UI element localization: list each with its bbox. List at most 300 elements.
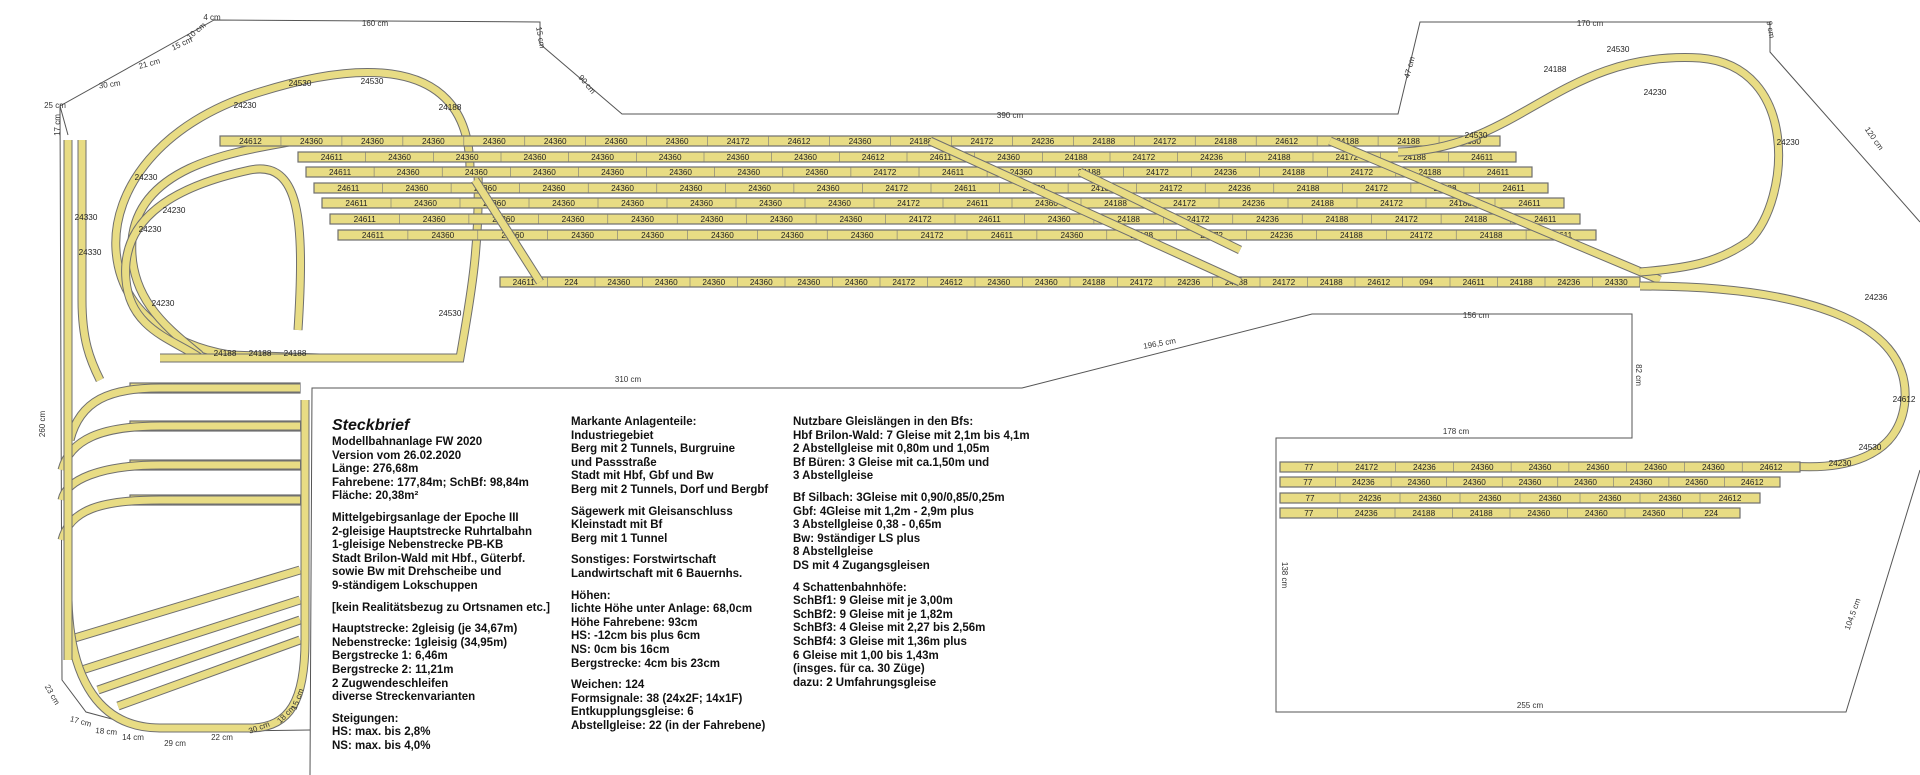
dimension-label: 310 cm bbox=[614, 375, 642, 384]
track-piece-label: 24330 bbox=[74, 213, 98, 222]
track-piece-label: 24360 bbox=[1418, 494, 1442, 503]
gleislaengen-line: Bw: 9ständiger LS plus bbox=[793, 532, 921, 545]
steckbrief-line: Länge: 276,68m bbox=[332, 463, 419, 476]
track-piece-label: 24360 bbox=[492, 215, 516, 224]
track-piece-label: 24612 bbox=[1892, 395, 1916, 404]
track-piece-label: 24236 bbox=[1242, 199, 1265, 208]
track-piece-label: 24360 bbox=[1586, 463, 1610, 472]
anlagenteile-line: und Passstraße bbox=[571, 456, 657, 469]
track-piece-label: 24188 bbox=[1130, 231, 1154, 240]
track-piece-label: 24230 bbox=[1828, 459, 1852, 468]
dimension-label: 120 cm bbox=[1862, 125, 1886, 152]
gleislaengen-line: 6 Gleise mit 1,00 bis 1,43m bbox=[793, 649, 939, 662]
track-piece-label: 24360 bbox=[542, 184, 566, 193]
anlagenteile-line: Berg mit 2 Tunnels, Dorf und Bergbf bbox=[571, 483, 769, 496]
station-track-row bbox=[330, 214, 1580, 224]
track-piece-label: 24172 bbox=[182, 461, 206, 470]
track-piece-label: 24188 bbox=[909, 137, 933, 146]
track-piece-label: 24360 bbox=[839, 215, 863, 224]
track-piece-label: 24230 bbox=[267, 422, 291, 431]
track-piece-label: 24236 bbox=[224, 422, 248, 431]
steckbrief-line: Version vom 26.02.2020 bbox=[332, 449, 462, 462]
track-piece-label: 24230 bbox=[1643, 88, 1667, 97]
track-piece-label: 24188 bbox=[213, 349, 237, 358]
track-piece-label: 24612 bbox=[1759, 463, 1783, 472]
track-piece-label: 24360 bbox=[532, 168, 556, 177]
track-piece-label: 24172 bbox=[1129, 278, 1153, 287]
track-piece-label: 24360 bbox=[679, 184, 703, 193]
track-piece-label: 24612 bbox=[1740, 478, 1764, 487]
track-piece-label: 24330 bbox=[1604, 278, 1628, 287]
steckbrief-note: [kein Realitätsbezug zu Ortsnamen etc.] bbox=[332, 601, 550, 614]
gleislaengen-line: SchBf4: 3 Gleise mit 1,36m plus bbox=[793, 635, 967, 648]
gleislaengen-line: Hbf Brilon-Wald: 7 Gleise mit 2,1m bis 4,1m bbox=[793, 429, 1030, 442]
steckbrief-line: Steigungen: bbox=[332, 712, 399, 725]
track-piece-label: 24360 bbox=[759, 199, 782, 208]
anlagenteile-line: Industriegebiet bbox=[571, 429, 654, 442]
track-piece-label: 24360 bbox=[552, 199, 575, 208]
track-piece-label: 24236 bbox=[1354, 509, 1378, 518]
track-piece-label: 24360 bbox=[1035, 199, 1058, 208]
track-piece-label: 24611 bbox=[1486, 168, 1510, 177]
anlagenteile-line: Kleinstadt mit Bf bbox=[571, 519, 663, 532]
dimension-label: 30 cm bbox=[98, 78, 122, 91]
track-piece-label: 77 bbox=[1304, 509, 1314, 518]
anlagenteile-line: Stadt mit Hbf, Gbf und Bw bbox=[571, 470, 714, 483]
track-piece-label: 24172 bbox=[1159, 184, 1183, 193]
track-piece-label: 24360 bbox=[482, 137, 506, 146]
track-piece-label: 24360 bbox=[1584, 509, 1608, 518]
track-piece-label: 24188 bbox=[1267, 153, 1291, 162]
track-piece-label: 24188 bbox=[1479, 231, 1503, 240]
track-piece-label: 24236 bbox=[1031, 137, 1055, 146]
track-piece-label: 24360 bbox=[1629, 478, 1653, 487]
dimension-label: 255 cm bbox=[1516, 701, 1544, 710]
anlagenteile-line: NS: 0cm bis 16cm bbox=[571, 643, 670, 656]
track-piece-label: 24360 bbox=[1527, 509, 1551, 518]
gleislaengen-line: Bf Silbach: 3Gleise mit 0,90/0,85/0,25m bbox=[793, 491, 1005, 504]
track-piece-label: 24611 bbox=[1518, 199, 1541, 208]
track-piece-label: 24188 bbox=[1397, 137, 1420, 146]
dimension-label: 17 cm bbox=[53, 114, 62, 136]
track-piece-label: 24188 bbox=[1403, 153, 1426, 162]
track-piece-label: 24360 bbox=[726, 153, 750, 162]
track-piece-label: 24230 bbox=[162, 206, 186, 215]
track-piece-label: 24230 bbox=[267, 384, 291, 393]
track-piece-label: 24188 bbox=[1082, 278, 1106, 287]
gleislaengen-line: (insges. für ca. 30 Züge) bbox=[793, 663, 925, 676]
schbf-tracks bbox=[1280, 462, 1800, 518]
schbf-track-row bbox=[1280, 508, 1740, 518]
track-piece-label: 24230 bbox=[267, 461, 291, 470]
anlagenteile-line: Entkupplungsgleise: 6 bbox=[571, 706, 694, 719]
track-piece-label: 24360 bbox=[780, 231, 804, 240]
track-piece-label: 24611 bbox=[1462, 278, 1485, 287]
dimension-label: 17 cm bbox=[68, 714, 93, 729]
dimension-label: 4 cm bbox=[203, 13, 221, 22]
track-piece-label: 24230 bbox=[139, 422, 163, 431]
dimension-label: 18 cm bbox=[94, 726, 118, 737]
track-piece-label: 24360 bbox=[431, 231, 455, 240]
dimension-label: 23 cm bbox=[42, 683, 62, 707]
track-piece-label: 24360 bbox=[473, 184, 497, 193]
right-loop bbox=[1290, 58, 1905, 467]
track-piece-label: 24236 bbox=[1228, 184, 1251, 193]
track-piece-label: 24611 bbox=[1549, 231, 1573, 240]
track-piece-label: 24360 bbox=[621, 199, 644, 208]
dimension-label: 196,5 cm bbox=[1142, 336, 1177, 351]
dimension-label: 156 cm bbox=[1462, 311, 1490, 320]
track-piece-label: 24360 bbox=[1047, 215, 1071, 224]
track-piece-label: 24188 bbox=[1090, 184, 1114, 193]
anlagenteile-line: Landwirtschaft mit 6 Bauernhs. bbox=[571, 567, 743, 580]
track-piece-label: 24530 bbox=[1858, 443, 1882, 452]
track-piece-label: 77 bbox=[1303, 478, 1313, 487]
track-piece-label: 24230 bbox=[134, 173, 158, 182]
track-piece-label: 24230 bbox=[1776, 138, 1800, 147]
track-piece-label: 24530 bbox=[1464, 131, 1488, 140]
gleislaengen-line: Bf Büren: 3 Gleise mit ca.1,50m und bbox=[793, 456, 990, 469]
track-piece-label: 24612 bbox=[787, 137, 811, 146]
track-piece-label: 24236 bbox=[1270, 231, 1293, 240]
track-piece-label: 24360 bbox=[1644, 463, 1667, 472]
track-piece-label: 24360 bbox=[1034, 278, 1058, 287]
track-piece-label: 24360 bbox=[658, 153, 682, 162]
schbf-track-row bbox=[1280, 477, 1780, 487]
dimension-label: 47 cm bbox=[1402, 55, 1417, 80]
track-piece-label: 24236 bbox=[224, 496, 248, 505]
steckbrief-block bbox=[332, 416, 550, 753]
track-piece-label: 24230 bbox=[267, 496, 291, 505]
track-piece-label: 24188 bbox=[1117, 215, 1141, 224]
dimension-label: 29 cm bbox=[164, 739, 186, 748]
track-piece-label: 24188 bbox=[1464, 215, 1488, 224]
track-piece-label: 24188 bbox=[1412, 509, 1436, 518]
steckbrief-line: 2 Zugwendeschleifen bbox=[332, 677, 449, 690]
track-piece-label: 094 bbox=[1419, 278, 1434, 287]
track-piece-label: 24360 bbox=[816, 184, 840, 193]
station-track-row bbox=[298, 152, 1516, 162]
track-piece-label: 24360 bbox=[601, 168, 624, 177]
fan-4-fill bbox=[62, 500, 300, 540]
track-piece-label: 24172 bbox=[873, 168, 897, 177]
track-piece-label: 24360 bbox=[388, 153, 411, 162]
track-piece-label: 24172 bbox=[1272, 278, 1296, 287]
track-piece-label: 24360 bbox=[631, 215, 654, 224]
track-piece-label: 24611 bbox=[1502, 184, 1525, 193]
steckbrief-line: Mittelgebirgsanlage der Epoche III bbox=[332, 511, 519, 524]
track-piece-label: 24236 bbox=[1200, 153, 1223, 162]
track-piece-label: 24330 bbox=[78, 248, 102, 257]
track-piece-label: 24612 bbox=[861, 153, 885, 162]
anlagenteile-line: Berg mit 1 Tunnel bbox=[571, 532, 668, 545]
track-piece-label: 24172 bbox=[1200, 231, 1224, 240]
steckbrief-line: HS: max. bis 2,8% bbox=[332, 726, 431, 739]
track-piece-label: 24360 bbox=[690, 199, 713, 208]
track-piece-label: 24612 bbox=[1718, 494, 1742, 503]
track-piece-label: 24230 bbox=[151, 299, 175, 308]
track-piece-label: 24172 bbox=[1409, 231, 1433, 240]
track-piece-label: 24172 bbox=[908, 215, 932, 224]
track-piece-label: 24360 bbox=[1009, 168, 1033, 177]
track-piece-label: 24360 bbox=[848, 137, 872, 146]
anlagenteile-line: Abstellgleise: 22 (in der Fahrebene) bbox=[571, 719, 766, 732]
dimension-label: 15 cm bbox=[170, 35, 194, 53]
track-piece-label: 24611 bbox=[337, 184, 360, 193]
track-piece-label: 24360 bbox=[669, 168, 693, 177]
track-piece-label: 24612 bbox=[939, 278, 963, 287]
track-piece-label: 24172 bbox=[1380, 199, 1403, 208]
track-piece-label: 24236 bbox=[1214, 168, 1237, 177]
track-piece-label: 24236 bbox=[224, 461, 248, 470]
track-piece-label: 24172 bbox=[1365, 184, 1389, 193]
track-piece-label: 24360 bbox=[1658, 494, 1682, 503]
anlagenteile-line: Sonstiges: Forstwirtschaft bbox=[571, 554, 717, 567]
station-track-row bbox=[500, 277, 1640, 287]
track-piece-label: 24360 bbox=[654, 278, 678, 287]
track-piece-label: 24230 bbox=[138, 225, 162, 234]
track-piece-label: 24230 bbox=[233, 101, 257, 110]
dimension-label: 9 cm bbox=[1764, 20, 1777, 39]
track-piece-label: 24611 bbox=[353, 215, 376, 224]
steckbrief-line: sowie Bw mit Drehscheibe und bbox=[332, 566, 502, 579]
track-piece-label: 24236 bbox=[224, 384, 248, 393]
track-piece-label: 24188 bbox=[1418, 168, 1442, 177]
track-piece-label: 24188 bbox=[1509, 278, 1533, 287]
anlagenteile-line: Sägewerk mit Gleisanschluss bbox=[571, 505, 733, 518]
gleislaengen-block bbox=[793, 416, 1030, 690]
track-piece-label: 24360 bbox=[1685, 478, 1709, 487]
track-piece-label: 24172 bbox=[920, 231, 944, 240]
track-piece-label: 24188 bbox=[1092, 137, 1116, 146]
gleislaengen-line: 8 Abstellgleise bbox=[793, 546, 874, 559]
track-piece-label: 24236 bbox=[1256, 215, 1279, 224]
track-piece-label: 24360 bbox=[794, 153, 817, 162]
track-piece-label: 24172 bbox=[1350, 168, 1374, 177]
track-piece-label: 24360 bbox=[571, 231, 595, 240]
track-piece-label: 24172 bbox=[897, 199, 920, 208]
track-piece-label: 24172 bbox=[892, 278, 916, 287]
track-piece-label: 24611 bbox=[320, 153, 343, 162]
dimension-label: 30 cm bbox=[247, 719, 271, 736]
track-piece-label: 24360 bbox=[665, 137, 689, 146]
track-piece-label: 24611 bbox=[954, 184, 977, 193]
track-piece-label: 24188 bbox=[438, 103, 462, 112]
track-piece-label: 24172 bbox=[1132, 153, 1156, 162]
track-piece-label: 24360 bbox=[710, 231, 734, 240]
track-piece-label: 24611 bbox=[929, 153, 952, 162]
track-piece-label: 24188 bbox=[248, 349, 272, 358]
track-piece-label: 24530 bbox=[288, 79, 312, 88]
track-piece-label: 24188 bbox=[1104, 199, 1127, 208]
track-piece-label: 24360 bbox=[850, 231, 874, 240]
track-piece-label: 24360 bbox=[1407, 478, 1431, 487]
track-piece-label: 24360 bbox=[611, 184, 634, 193]
track-piece-label: 24360 bbox=[360, 137, 384, 146]
station-track-row bbox=[314, 183, 1548, 193]
track-piece-label: 24360 bbox=[641, 231, 664, 240]
track-piece-label: 24360 bbox=[300, 137, 323, 146]
gleislaengen-line: dazu: 2 Umfahrungsgleise bbox=[793, 676, 937, 689]
dimension-label: 170 cm bbox=[1576, 19, 1604, 28]
track-piece-label: 24360 bbox=[1478, 494, 1502, 503]
track-piece-label: 24530 bbox=[360, 77, 384, 86]
track-piece-label: 24172 bbox=[182, 496, 206, 505]
track-piece-label: 24172 bbox=[1355, 463, 1379, 472]
track-piece-label: 24360 bbox=[414, 199, 437, 208]
track-piece-label: 24188 bbox=[1224, 278, 1248, 287]
track-piece-label: 24360 bbox=[1463, 478, 1486, 487]
track-piece-label: 24360 bbox=[1060, 231, 1084, 240]
dimension-label: 18 cm bbox=[275, 703, 298, 726]
track-piece-label: 24360 bbox=[591, 153, 614, 162]
anlagenteile-line: Weichen: 124 bbox=[571, 679, 645, 692]
track-piece-label: 24611 bbox=[1534, 215, 1557, 224]
track-piece-label: 24188 bbox=[1319, 278, 1343, 287]
track-piece-label: 24360 bbox=[1022, 184, 1046, 193]
anlagenteile-line: Höhen: bbox=[571, 589, 611, 602]
track-piece-label: 24530 bbox=[1606, 45, 1630, 54]
track-piece-label: 24360 bbox=[797, 278, 821, 287]
track-piece-label: 24188 bbox=[1282, 168, 1306, 177]
track-piece-label: 24188 bbox=[1449, 199, 1472, 208]
track-piece-label: 24236 bbox=[1177, 278, 1201, 287]
track-piece-label: 24530 bbox=[1458, 137, 1481, 146]
anlagenteile-line: Höhe Fahrebene: 93cm bbox=[571, 616, 698, 629]
track-piece-label: 24360 bbox=[1574, 478, 1597, 487]
gleislaengen-line: 3 Abstellgleise 0,38 - 0,65m bbox=[793, 519, 942, 532]
track-piece-label: 24360 bbox=[523, 153, 547, 162]
dimension-label: 25 cm bbox=[44, 101, 66, 110]
track-piece-label: 24360 bbox=[1701, 463, 1725, 472]
track-piece-label: 24188 bbox=[1469, 509, 1493, 518]
gleislaengen-line: SchBf2: 9 Gleise mit je 1,82m bbox=[793, 608, 953, 621]
track-piece-label: 24612 bbox=[239, 137, 262, 146]
track-piece-label: 24611 bbox=[1471, 153, 1494, 162]
dimension-label: 178 cm bbox=[1442, 427, 1470, 436]
track-piece-label: 24236 bbox=[1413, 463, 1436, 472]
anlagenteile-line: lichte Höhe unter Anlage: 68,0cm bbox=[571, 603, 753, 616]
track-piece-label: 24360 bbox=[396, 168, 420, 177]
track-piece-label: 24360 bbox=[987, 278, 1011, 287]
track-piece-label: 24236 bbox=[1557, 278, 1581, 287]
dimension-label: 10 cm bbox=[185, 20, 208, 42]
track-piece-label: 24611 bbox=[990, 231, 1014, 240]
track-piece-label: 24236 bbox=[1864, 293, 1888, 302]
track-piece-label: 24360 bbox=[844, 278, 868, 287]
track-piece-label: 24360 bbox=[464, 168, 488, 177]
gleislaengen-line: DS mit 4 Zugangsgleisen bbox=[793, 559, 930, 572]
station-track-row bbox=[322, 198, 1564, 208]
dimension-label: 14 cm bbox=[122, 733, 144, 742]
dimension-label: 390 cm bbox=[996, 111, 1024, 120]
schbf-track-row bbox=[1280, 462, 1800, 472]
track-piece-label: 24360 bbox=[455, 153, 479, 162]
track-piece-label: 24360 bbox=[483, 199, 506, 208]
track-piece-label: 24360 bbox=[501, 231, 525, 240]
track-piece-label: 24530 bbox=[438, 309, 462, 318]
track-piece-label: 24611 bbox=[978, 215, 1001, 224]
track-piece-label: 24188 bbox=[283, 349, 307, 358]
track-piece-label: 24172 bbox=[970, 137, 994, 146]
gleislaengen-line: SchBf3: 4 Gleise mit 2,27 bis 2,56m bbox=[793, 622, 986, 635]
schbf-track-row bbox=[1280, 493, 1760, 503]
track-piece-label: 24611 bbox=[345, 199, 368, 208]
track-piece-label: 24172 bbox=[1173, 199, 1196, 208]
track-piece-label: 24236 bbox=[1358, 494, 1382, 503]
track-piece-label: 24360 bbox=[543, 137, 567, 146]
steckbrief-line: Bergstrecke 1: 6,46m bbox=[332, 650, 448, 663]
track-piece-label: 24230 bbox=[139, 496, 163, 505]
steckbrief-line: 2-gleisige Hauptstrecke Ruhrtalbahn bbox=[332, 525, 533, 538]
station-track-row bbox=[306, 167, 1532, 177]
steckbrief-line: Fläche: 20,38m² bbox=[332, 490, 419, 503]
track-piece-label: 24612 bbox=[1275, 137, 1299, 146]
anlagenteile-line: HS: -12cm bis plus 6cm bbox=[571, 630, 701, 643]
track-piece-label: 24611 bbox=[941, 168, 965, 177]
dimension-label: 160 cm bbox=[361, 19, 389, 28]
track-piece-label: 24172 bbox=[1335, 153, 1359, 162]
anlagenteile-line: Bergstrecke: 4cm bis 23cm bbox=[571, 657, 720, 670]
track-piece-label: 24188 bbox=[1339, 231, 1363, 240]
track-piece-label: 24611 bbox=[966, 199, 989, 208]
steckbrief-line: Modellbahnanlage FW 2020 bbox=[332, 436, 483, 448]
gleislaengen-line: SchBf1: 9 Gleise mit je 3,00m bbox=[793, 595, 953, 608]
gleislaengen-line: 3 Abstellgleise bbox=[793, 470, 874, 483]
dimension-label: 104,5 cm bbox=[1842, 597, 1863, 632]
gleislaengen-line: 4 Schattenbahnhöfe: bbox=[793, 581, 907, 594]
track-piece-label: 24188 bbox=[1543, 65, 1567, 74]
track-piece-label: 24360 bbox=[769, 215, 793, 224]
track-piece-label: 24611 bbox=[512, 278, 535, 287]
track-piece-label: 24188 bbox=[1336, 137, 1360, 146]
track-piece-label: 24172 bbox=[1153, 137, 1177, 146]
track-piece-label: 24611 bbox=[328, 168, 352, 177]
anlagenteile-line: Formsignale: 38 (24x2F; 14x1F) bbox=[571, 692, 743, 705]
right-descent-fill bbox=[1290, 286, 1905, 467]
anlagenteile-block bbox=[571, 416, 768, 733]
track-piece-label: 24172 bbox=[1394, 215, 1418, 224]
dimension-label: 22 cm bbox=[211, 733, 233, 742]
track-piece-label: 24188 bbox=[1077, 168, 1101, 177]
track-piece-label: 24360 bbox=[748, 184, 772, 193]
dimension-label: 21 cm bbox=[137, 56, 162, 71]
track-piece-label: 24360 bbox=[737, 168, 761, 177]
left-fan bbox=[62, 140, 305, 728]
dimension-label: 15 cm bbox=[289, 687, 306, 711]
track-piece-label: 224 bbox=[564, 278, 579, 287]
track-piece-label: 224 bbox=[1704, 509, 1719, 518]
track-piece-label: 24188 bbox=[1325, 215, 1349, 224]
steckbrief-line: Nebenstrecke: 1gleisig (34,95m) bbox=[332, 636, 508, 649]
steckbrief-title: Steckbrief bbox=[332, 417, 410, 434]
track-piece-label: 24360 bbox=[805, 168, 829, 177]
track-piece-label: 24360 bbox=[749, 278, 773, 287]
track-piece-label: 24188 bbox=[1296, 184, 1320, 193]
dimension-label: 138 cm bbox=[1280, 561, 1289, 589]
steckbrief-line: Hauptstrecke: 2gleisig (je 34,67m) bbox=[332, 623, 518, 636]
track-piece-label: 24172 bbox=[1145, 168, 1169, 177]
track-piece-label: 24360 bbox=[561, 215, 585, 224]
track-piece-label: 24172 bbox=[885, 184, 909, 193]
dimension-label: 260 cm bbox=[38, 410, 47, 438]
track-piece-label: 24360 bbox=[604, 137, 628, 146]
track-piece-label: 24612 bbox=[1367, 278, 1391, 287]
station-track-row bbox=[338, 230, 1596, 240]
anlagenteile-line: Markante Anlagenteile: bbox=[571, 416, 697, 428]
gleislaengen-line: Gbf: 4Gleise mit 1,2m - 2,9m plus bbox=[793, 505, 974, 518]
steckbrief-line: Stadt Brilon-Wald mit Hbf., Güterbf. bbox=[332, 552, 526, 565]
